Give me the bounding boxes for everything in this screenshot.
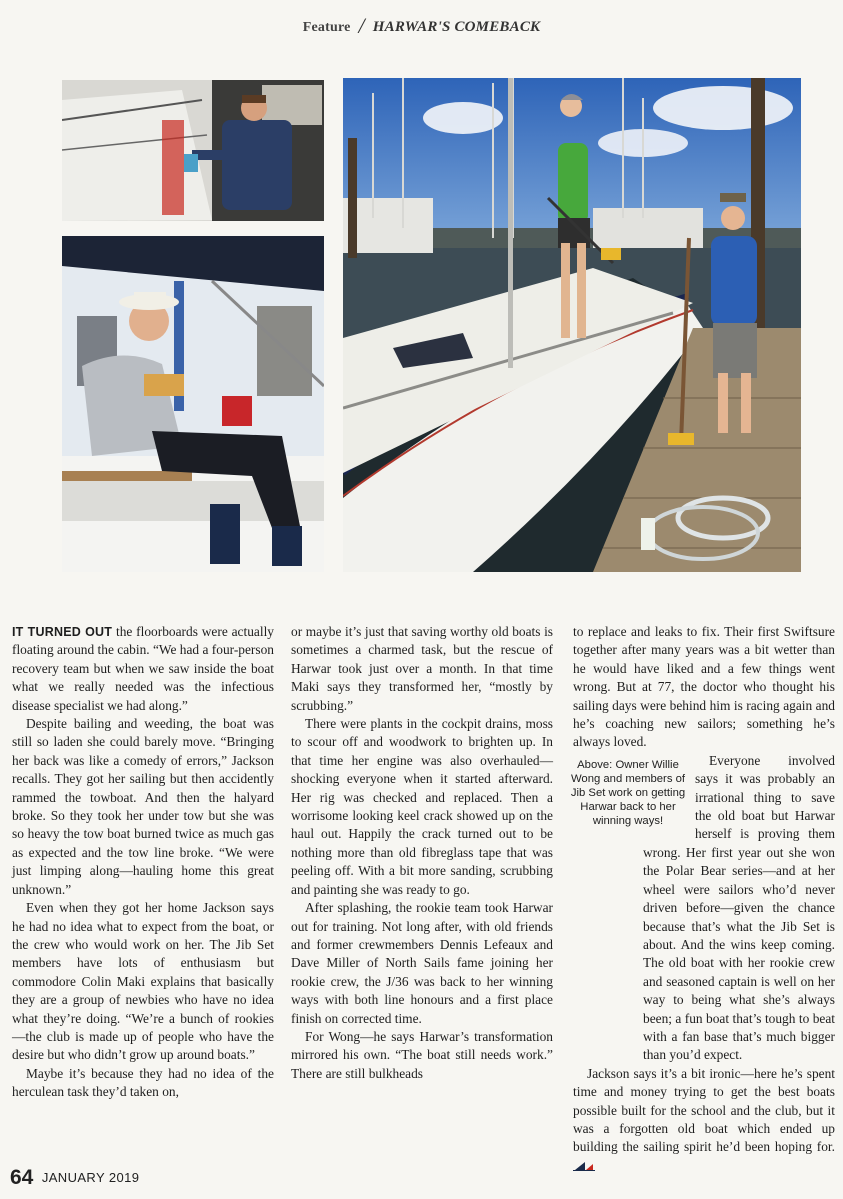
running-header xyxy=(0,13,843,39)
article-paragraph: For Wong—he says Harwar’s transformation mirrored his own. “The boat still needs work.” There are still bulkheads xyxy=(291,1028,553,1081)
issue-date: JANUARY 2019 xyxy=(41,1170,140,1185)
section-label: Feature xyxy=(302,20,351,35)
photo-crew-working-on-hull xyxy=(62,80,324,221)
photo-owner-on-deck xyxy=(62,236,324,572)
article-paragraph: After splashing, the rookie team took Harwar out for training. Not long after, with old friends and former crewmembers Dennis Lefeaux and Dave Miller of North Sails fame joining her rookie crew, the J/36 was back to her winning ways with both line honours and a first place finish on corrected time. xyxy=(291,900,553,1026)
page-number: 64 xyxy=(10,1166,34,1189)
feature-title: HARWAR'S COMEBACK xyxy=(372,19,541,35)
header-separator: / xyxy=(358,13,365,38)
article-paragraph: There were plants in the cockpit drains, moss to scour off and woodwork to brighten up. In that time her engine was also overhauled—shocking everyone when it started afterward. Her rig was checked and replaced. Then a worrisome looking keel crack showed up on the haul out. Happily the crack turned out to be nothing more than old fibreglass tape that was peeling off. With a bit more sanding, scrubbing and painting she was ready to go. xyxy=(291,716,553,897)
end-mark-icon xyxy=(573,1161,595,1171)
article-paragraph: Despite bailing and weeding, the boat was still so laden she could barely move. “Bringing her back was like a comedy of errors,” Jackson recalls. They got her sailing but then accidently rammed the towboat. And then the halyard broke. So they took her under tow but she was so heavy the tow boat burned twice as much gas as expected and the tow line broke. “We were just limping along—hauling home this great unknown.” xyxy=(12,716,274,897)
article-column-2 xyxy=(291,623,553,1083)
article-column-3 xyxy=(570,623,835,1175)
article-column-1 xyxy=(12,623,274,1102)
article-paragraph: or maybe it’s just that saving worthy old boats is sometimes a charmed task, but the rescue of Harwar took just over a month. In that time Maki says they transformed her, “mostly by scrubbing.” xyxy=(291,624,553,713)
article-paragraph: Maybe it’s because they had no idea of the herculean task they’d taken on, xyxy=(12,1065,274,1100)
article-paragraph: IT TURNED OUT the floorboards were actually floating around the cabin. “We had a four-person recovery team but when we saw inside the boat what we really needed was the infectious disease specialist we had along.” xyxy=(12,624,274,713)
lead-in: IT TURNED OUT xyxy=(12,625,113,639)
article-paragraph: Even when they got her home Jackson says he had no idea what to expect from the boat, or the crew who would work on her. The Jib Set members have lots of enthusiasm but commodore Colin Maki explains that basically they are a group of newbies who have no idea what they’re doing. “We’re a bunch of rookies—the club is made up of people who have the desire but who didn’t grow up around boats.” xyxy=(12,900,274,1063)
article-paragraph: Jackson says it’s a bit ironic—here he’s spent time and money trying to get the best boats possible built for the school and the club, but it was a forgotten old boat which ended up building the sailing spirit he’d been hoping for. xyxy=(573,1065,835,1175)
photo-caption: Above: Owner Willie Wong and members of Jib Set work on getting Harwar back to her winning ways! xyxy=(570,758,686,827)
article-paragraph: to replace and leaks to fix. Their first Swiftsure together after many years was a bit wetter than he would have liked and a few things went wrong. But at 77, the doctor who thought his sailing days were behind him is racing again and he’s coaching new sailors; something he’s always loved. xyxy=(573,624,835,750)
page-footer xyxy=(10,1166,139,1190)
article-paragraph: Everyone involved says it was probably an irrational thing to save the old boat but Harwar herself is proving them wrong. Her first year out she won the Polar Bear series—and at her wheel were sailors who’d never driven before—given the chance because that’s what the Jib Set is about. And the wins keep coming. The old boat with her rookie crew and seasoned captain is well on her way to being what she’s always been; a fun boat that’s tough to beat with a fan base that’s much bigger than you’d expect. xyxy=(643,752,835,1063)
photo-crew-scrubbing-harwar xyxy=(343,78,801,572)
